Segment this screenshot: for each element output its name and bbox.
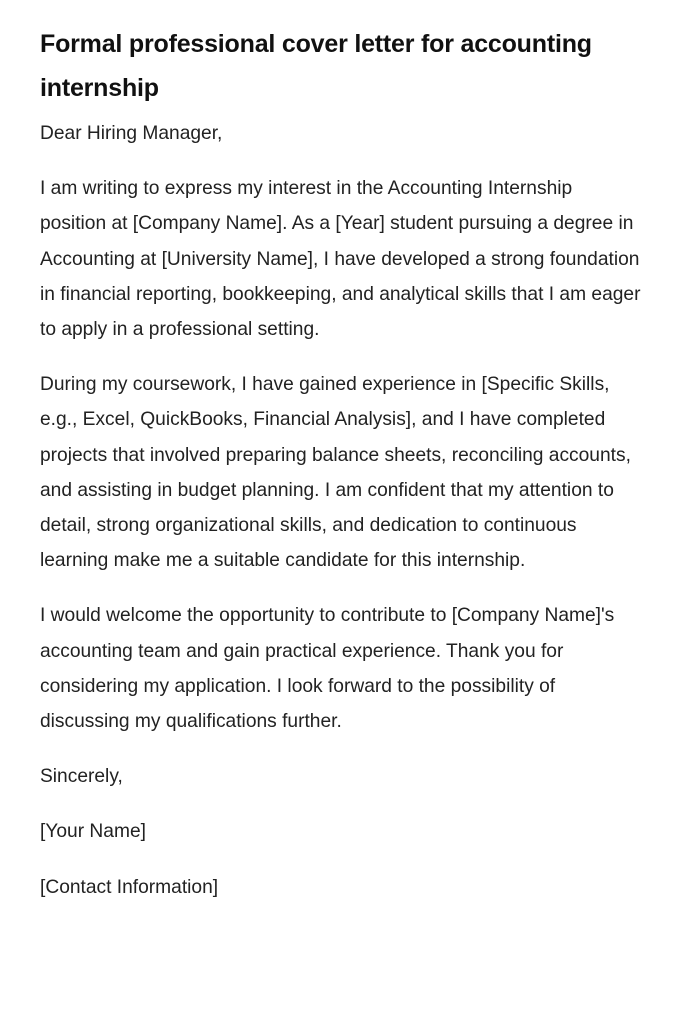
- signature-name: [Your Name]: [40, 821, 146, 843]
- paragraph-closing-remarks: I would welcome the opportunity to contribute to [Company Name]'s accounting team and gain practical experience. Thank you for considering my application. I look forward to the possibility of discussing my qualifications further.: [40, 605, 615, 733]
- paragraph-experience: During my coursework, I have gained experience in [Specific Skills, e.g., Excel, QuickBooks, Financial Analysis], and I have completed projects that involved preparing balance sheets, reconciling accounts, and assisting in budget planning. I am confident that my attention to detail, strong organizational skills, and dedication to continuous learning make me a suitable candidate for this internship.: [40, 374, 631, 572]
- contact-information: [Contact Information]: [40, 876, 219, 898]
- salutation: Dear Hiring Manager,: [40, 123, 223, 144]
- document-title: Formal professional cover letter for accounting internship: [40, 30, 592, 102]
- paragraph-introduction: I am writing to express my interest in the Accounting Internship position at [Company Name]. As a [Year] student pursuing a degree in Accounting at [University Name], I have developed a strong foundation in financial reporting, bookkeeping, and analytical skills that I am eager to apply in a professional setting.: [40, 178, 641, 341]
- closing-line: Sincerely,: [40, 766, 123, 788]
